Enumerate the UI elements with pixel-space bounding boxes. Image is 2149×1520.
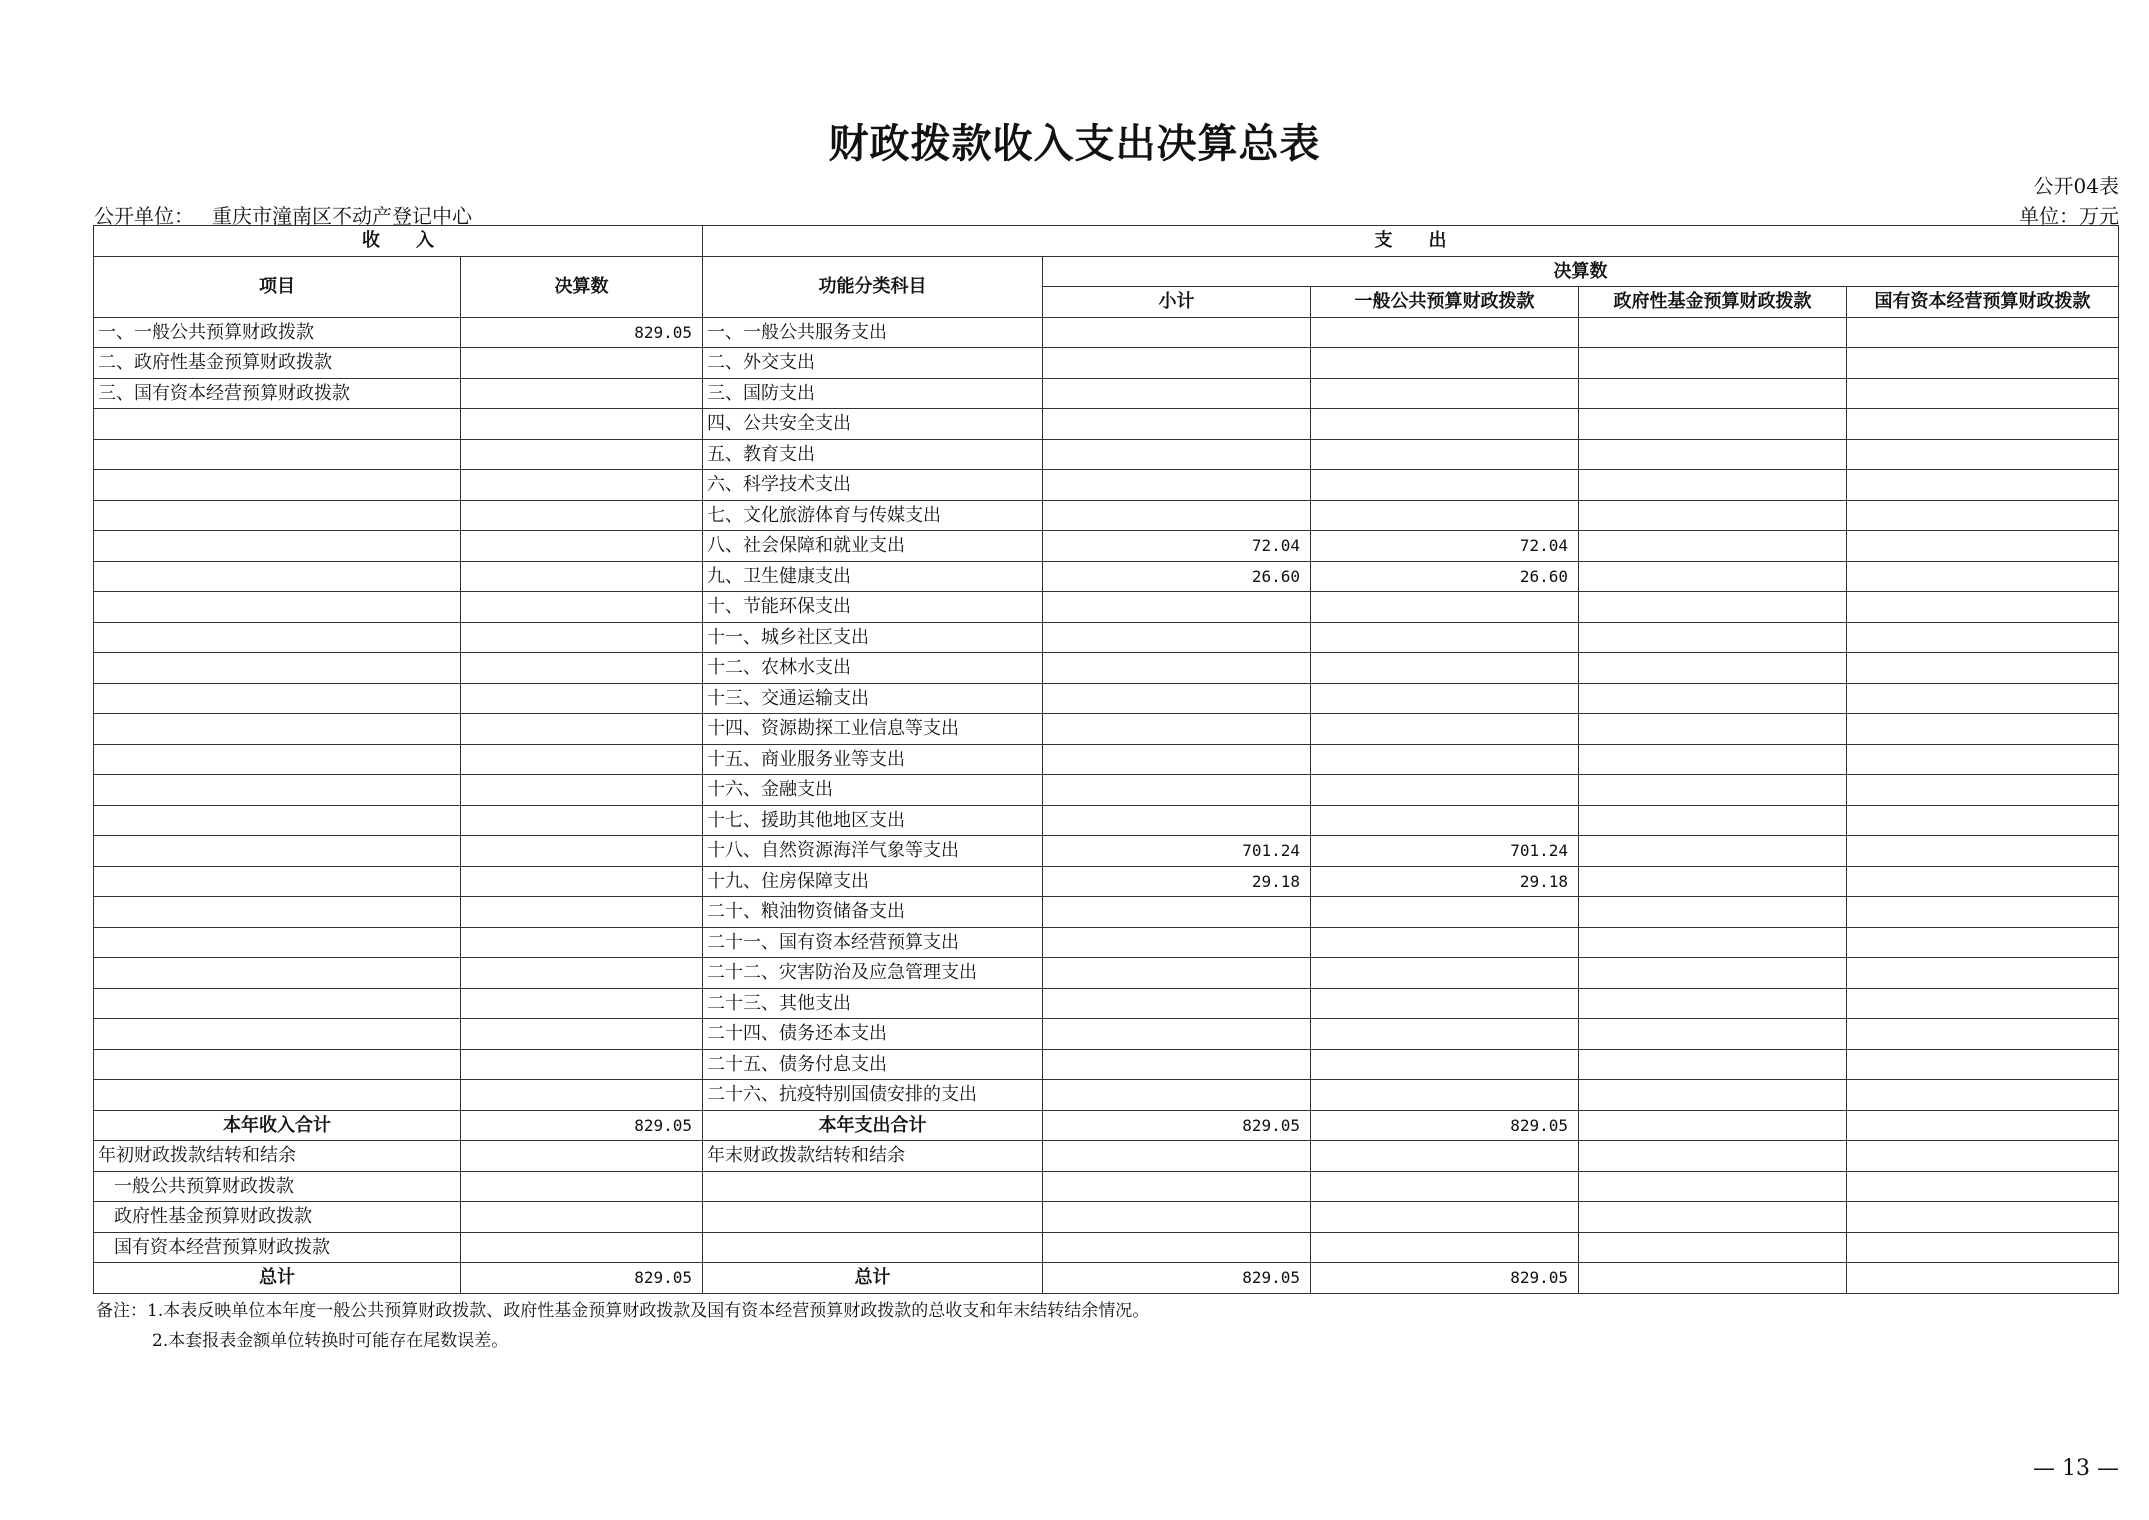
amount-header: 决算数 — [461, 256, 703, 317]
general-budget-amount — [1311, 653, 1579, 684]
state-capital-amount — [1847, 988, 2119, 1019]
subtotal-amount — [1043, 470, 1311, 501]
notes — [96, 1296, 1149, 1356]
function-category: 二十四、债务还本支出 — [703, 1019, 1043, 1050]
state-capital-amount — [1847, 1049, 2119, 1080]
general-budget-amount — [1311, 470, 1579, 501]
gov-fund-amount — [1579, 1232, 1847, 1263]
general-budget-amount: 701.24 — [1311, 836, 1579, 867]
income-amount — [461, 1019, 703, 1050]
general-budget-amount — [1311, 348, 1579, 379]
table-row — [94, 592, 2119, 623]
function-category: 六、科学技术支出 — [703, 470, 1043, 501]
subtotal-amount — [1043, 927, 1311, 958]
subtotal-amount — [1043, 653, 1311, 684]
subtotal-amount: 26.60 — [1043, 561, 1311, 592]
function-category: 年末财政拨款结转和结余 — [703, 1141, 1043, 1172]
subtotal-amount: 72.04 — [1043, 531, 1311, 562]
gov-fund-amount — [1579, 592, 1847, 623]
note-2: 2.本套报表金额单位转换时可能存在尾数误差。 — [152, 1331, 509, 1351]
form-number: 公开04表 — [2033, 174, 2119, 198]
general-budget-amount: 829.05 — [1311, 1110, 1579, 1141]
gov-fund-amount — [1579, 531, 1847, 562]
subtotal-amount — [1043, 622, 1311, 653]
general-budget-amount — [1311, 805, 1579, 836]
function-category: 二、外交支出 — [703, 348, 1043, 379]
general-budget-amount — [1311, 683, 1579, 714]
carry-row — [94, 1232, 2119, 1263]
income-item — [94, 500, 461, 531]
carry-row — [94, 1171, 2119, 1202]
func-header: 功能分类科目 — [703, 256, 1043, 317]
general-budget-amount — [1311, 1019, 1579, 1050]
income-item: 三、国有资本经营预算财政拨款 — [94, 378, 461, 409]
carry-row — [94, 1141, 2119, 1172]
table-row — [94, 1049, 2119, 1080]
carry-row — [94, 1202, 2119, 1233]
state-capital-amount — [1847, 592, 2119, 623]
subtotal-amount — [1043, 500, 1311, 531]
subtotal-amount — [1043, 1232, 1311, 1263]
income-amount — [461, 897, 703, 928]
gov-fund-amount — [1579, 500, 1847, 531]
general-budget-amount — [1311, 714, 1579, 745]
income-amount — [461, 439, 703, 470]
income-amount — [461, 592, 703, 623]
income-item — [94, 592, 461, 623]
state-capital-amount — [1847, 836, 2119, 867]
income-amount — [461, 1171, 703, 1202]
income-item — [94, 958, 461, 989]
gov-fund-amount — [1579, 836, 1847, 867]
function-category: 二十六、抗疫特别国债安排的支出 — [703, 1080, 1043, 1111]
function-category: 二十二、灾害防治及应急管理支出 — [703, 958, 1043, 989]
table-row — [94, 775, 2119, 806]
item-header: 项目 — [94, 256, 461, 317]
income-amount — [461, 622, 703, 653]
income-amount: 829.05 — [461, 1110, 703, 1141]
state-capital-amount — [1847, 683, 2119, 714]
expense-header: 支 出 — [703, 226, 2119, 257]
state-capital-amount — [1847, 378, 2119, 409]
function-category: 二十、粮油物资储备支出 — [703, 897, 1043, 928]
function-category: 九、卫生健康支出 — [703, 561, 1043, 592]
gov-fund-amount — [1579, 653, 1847, 684]
income-item — [94, 744, 461, 775]
gov-fund-amount — [1579, 805, 1847, 836]
income-item: 国有资本经营预算财政拨款 — [94, 1232, 461, 1263]
subtotal-amount — [1043, 988, 1311, 1019]
gov-fund-amount — [1579, 1080, 1847, 1111]
table-row — [94, 897, 2119, 928]
function-category: 十六、金融支出 — [703, 775, 1043, 806]
finance-table — [93, 225, 2119, 1294]
general-budget-amount — [1311, 958, 1579, 989]
table-row — [94, 958, 2119, 989]
table-row — [94, 805, 2119, 836]
gov-fund-amount — [1579, 561, 1847, 592]
income-item — [94, 866, 461, 897]
income-item: 本年收入合计 — [94, 1110, 461, 1141]
table-row — [94, 531, 2119, 562]
gov-fund-amount — [1579, 378, 1847, 409]
general-budget-amount — [1311, 409, 1579, 440]
state-capital-amount — [1847, 409, 2119, 440]
gov-fund-amount — [1579, 1141, 1847, 1172]
table-row — [94, 653, 2119, 684]
subtotal-amount — [1043, 1141, 1311, 1172]
general-budget-amount — [1311, 439, 1579, 470]
note-1: 备注：1.本表反映单位本年度一般公共预算财政拨款、政府性基金预算财政拨款及国有资本经营预算财政拨款的总收支和年末结转结余情况。 — [96, 1301, 1150, 1321]
page-title: 财政拨款收入支出决算总表 — [828, 121, 1321, 167]
income-amount — [461, 927, 703, 958]
general-budget-amount — [1311, 1202, 1579, 1233]
income-amount — [461, 744, 703, 775]
subtotal-amount — [1043, 317, 1311, 348]
function-category: 三、国防支出 — [703, 378, 1043, 409]
function-category: 十一、城乡社区支出 — [703, 622, 1043, 653]
gov-fund-amount — [1579, 1171, 1847, 1202]
subtotal-amount — [1043, 1080, 1311, 1111]
income-amount — [461, 988, 703, 1019]
income-amount — [461, 378, 703, 409]
general-budget-amount — [1311, 1232, 1579, 1263]
function-category — [703, 1232, 1043, 1263]
gov-fund-amount — [1579, 897, 1847, 928]
income-item — [94, 561, 461, 592]
subtotal-amount — [1043, 1019, 1311, 1050]
function-category: 八、社会保障和就业支出 — [703, 531, 1043, 562]
income-item — [94, 1080, 461, 1111]
subtotal-amount — [1043, 1049, 1311, 1080]
function-category: 十二、农林水支出 — [703, 653, 1043, 684]
state-header: 国有资本经营预算财政拨款 — [1847, 287, 2119, 318]
income-item — [94, 683, 461, 714]
state-capital-amount — [1847, 317, 2119, 348]
subtotal-amount: 701.24 — [1043, 836, 1311, 867]
table-row — [94, 348, 2119, 379]
year-total-row — [94, 1110, 2119, 1141]
income-amount — [461, 348, 703, 379]
general-budget-amount — [1311, 897, 1579, 928]
subtotal-amount: 29.18 — [1043, 866, 1311, 897]
general-budget-amount — [1311, 622, 1579, 653]
subtotal-amount — [1043, 1202, 1311, 1233]
state-capital-amount — [1847, 1171, 2119, 1202]
income-header: 收 入 — [94, 226, 703, 257]
subtotal-amount — [1043, 409, 1311, 440]
subtotal-amount: 829.05 — [1043, 1110, 1311, 1141]
gov-fund-amount — [1579, 927, 1847, 958]
income-amount — [461, 500, 703, 531]
general-budget-amount — [1311, 1080, 1579, 1111]
income-item — [94, 470, 461, 501]
gov-fund-amount — [1579, 744, 1847, 775]
table-row — [94, 1080, 2119, 1111]
income-item — [94, 1049, 461, 1080]
gen-header: 一般公共预算财政拨款 — [1311, 287, 1579, 318]
income-amount — [461, 1049, 703, 1080]
table-row — [94, 836, 2119, 867]
state-capital-amount — [1847, 622, 2119, 653]
gov-fund-amount — [1579, 1263, 1847, 1294]
income-amount — [461, 1080, 703, 1111]
state-capital-amount — [1847, 866, 2119, 897]
table-row — [94, 683, 2119, 714]
state-capital-amount — [1847, 1232, 2119, 1263]
general-budget-amount: 72.04 — [1311, 531, 1579, 562]
subtotal-amount — [1043, 378, 1311, 409]
subtotal-amount: 829.05 — [1043, 1263, 1311, 1294]
state-capital-amount — [1847, 927, 2119, 958]
income-item: 总计 — [94, 1263, 461, 1294]
income-amount — [461, 1232, 703, 1263]
income-item: 一般公共预算财政拨款 — [94, 1171, 461, 1202]
subtotal-amount — [1043, 805, 1311, 836]
function-category: 十五、商业服务业等支出 — [703, 744, 1043, 775]
state-capital-amount — [1847, 775, 2119, 806]
income-amount — [461, 866, 703, 897]
general-budget-amount — [1311, 988, 1579, 1019]
general-budget-amount — [1311, 317, 1579, 348]
function-category: 七、文化旅游体育与传媒支出 — [703, 500, 1043, 531]
income-amount — [461, 805, 703, 836]
gov-fund-amount — [1579, 1049, 1847, 1080]
income-amount: 829.05 — [461, 1263, 703, 1294]
general-budget-amount — [1311, 1141, 1579, 1172]
subtotal-header: 小计 — [1043, 287, 1311, 318]
table-row — [94, 1019, 2119, 1050]
table-row — [94, 561, 2119, 592]
grand-total-row — [94, 1263, 2119, 1294]
subtotal-amount — [1043, 897, 1311, 928]
state-capital-amount — [1847, 653, 2119, 684]
function-category: 一、一般公共服务支出 — [703, 317, 1043, 348]
subtotal-amount — [1043, 775, 1311, 806]
general-budget-amount — [1311, 500, 1579, 531]
table-row — [94, 744, 2119, 775]
general-budget-amount — [1311, 1049, 1579, 1080]
subtotal-amount — [1043, 1171, 1311, 1202]
income-item — [94, 1019, 461, 1050]
page-number: — 13 — — [2033, 1456, 2119, 1481]
income-item — [94, 409, 461, 440]
income-item: 年初财政拨款结转和结余 — [94, 1141, 461, 1172]
subtotal-amount — [1043, 714, 1311, 745]
income-item — [94, 622, 461, 653]
table-row — [94, 714, 2119, 745]
function-category — [703, 1202, 1043, 1233]
general-budget-amount — [1311, 592, 1579, 623]
income-amount — [461, 1202, 703, 1233]
subtotal-amount — [1043, 958, 1311, 989]
state-capital-amount — [1847, 1110, 2119, 1141]
general-budget-amount: 26.60 — [1311, 561, 1579, 592]
income-item: 一、一般公共预算财政拨款 — [94, 317, 461, 348]
table-row — [94, 439, 2119, 470]
state-capital-amount — [1847, 897, 2119, 928]
function-category: 十七、援助其他地区支出 — [703, 805, 1043, 836]
function-category: 十八、自然资源海洋气象等支出 — [703, 836, 1043, 867]
function-category: 四、公共安全支出 — [703, 409, 1043, 440]
subtotal-amount — [1043, 744, 1311, 775]
gov-header: 政府性基金预算财政拨款 — [1579, 287, 1847, 318]
gov-fund-amount — [1579, 988, 1847, 1019]
gov-fund-amount — [1579, 409, 1847, 440]
income-item — [94, 714, 461, 745]
gov-fund-amount — [1579, 866, 1847, 897]
income-item: 政府性基金预算财政拨款 — [94, 1202, 461, 1233]
table-row — [94, 927, 2119, 958]
general-budget-amount — [1311, 1171, 1579, 1202]
function-category: 十、节能环保支出 — [703, 592, 1043, 623]
function-category: 十九、住房保障支出 — [703, 866, 1043, 897]
subtotal-amount — [1043, 683, 1311, 714]
income-item — [94, 531, 461, 562]
function-category: 二十五、债务付息支出 — [703, 1049, 1043, 1080]
income-amount — [461, 1141, 703, 1172]
function-category — [703, 1171, 1043, 1202]
gov-fund-amount — [1579, 683, 1847, 714]
state-capital-amount — [1847, 439, 2119, 470]
table-row — [94, 622, 2119, 653]
income-item: 二、政府性基金预算财政拨款 — [94, 348, 461, 379]
header-row-1 — [94, 226, 2119, 257]
income-item — [94, 775, 461, 806]
income-item — [94, 439, 461, 470]
gov-fund-amount — [1579, 470, 1847, 501]
table-row — [94, 317, 2119, 348]
state-capital-amount — [1847, 714, 2119, 745]
amount-group-header: 决算数 — [1043, 256, 2119, 287]
table-row — [94, 866, 2119, 897]
state-capital-amount — [1847, 1202, 2119, 1233]
header-row-2 — [94, 256, 2119, 287]
function-category: 十四、资源勘探工业信息等支出 — [703, 714, 1043, 745]
subtotal-amount — [1043, 439, 1311, 470]
unit-label: 公开单位： — [94, 204, 194, 228]
currency-unit: 单位：万元 — [2019, 204, 2119, 228]
general-budget-amount — [1311, 927, 1579, 958]
income-amount — [461, 958, 703, 989]
state-capital-amount — [1847, 561, 2119, 592]
table-row — [94, 988, 2119, 1019]
income-item — [94, 897, 461, 928]
income-amount — [461, 714, 703, 745]
general-budget-amount — [1311, 775, 1579, 806]
income-item — [94, 805, 461, 836]
gov-fund-amount — [1579, 1110, 1847, 1141]
function-category: 二十三、其他支出 — [703, 988, 1043, 1019]
income-item — [94, 927, 461, 958]
gov-fund-amount — [1579, 958, 1847, 989]
gov-fund-amount — [1579, 439, 1847, 470]
table-row — [94, 378, 2119, 409]
general-budget-amount: 829.05 — [1311, 1263, 1579, 1294]
state-capital-amount — [1847, 744, 2119, 775]
function-category: 五、教育支出 — [703, 439, 1043, 470]
function-category: 十三、交通运输支出 — [703, 683, 1043, 714]
income-amount: 829.05 — [461, 317, 703, 348]
state-capital-amount — [1847, 470, 2119, 501]
income-item — [94, 836, 461, 867]
general-budget-amount — [1311, 744, 1579, 775]
general-budget-amount: 29.18 — [1311, 866, 1579, 897]
table-row — [94, 470, 2119, 501]
income-amount — [461, 836, 703, 867]
table-row — [94, 409, 2119, 440]
gov-fund-amount — [1579, 1019, 1847, 1050]
gov-fund-amount — [1579, 348, 1847, 379]
function-category: 总计 — [703, 1263, 1043, 1294]
income-item — [94, 653, 461, 684]
income-amount — [461, 653, 703, 684]
income-amount — [461, 409, 703, 440]
income-item — [94, 988, 461, 1019]
subtotal-amount — [1043, 592, 1311, 623]
state-capital-amount — [1847, 805, 2119, 836]
gov-fund-amount — [1579, 775, 1847, 806]
income-amount — [461, 470, 703, 501]
income-amount — [461, 531, 703, 562]
gov-fund-amount — [1579, 622, 1847, 653]
state-capital-amount — [1847, 531, 2119, 562]
income-amount — [461, 683, 703, 714]
gov-fund-amount — [1579, 714, 1847, 745]
income-amount — [461, 775, 703, 806]
gov-fund-amount — [1579, 317, 1847, 348]
function-category: 二十一、国有资本经营预算支出 — [703, 927, 1043, 958]
state-capital-amount — [1847, 348, 2119, 379]
state-capital-amount — [1847, 1141, 2119, 1172]
gov-fund-amount — [1579, 1202, 1847, 1233]
unit-name: 重庆市潼南区不动产登记中心 — [212, 204, 472, 228]
general-budget-amount — [1311, 378, 1579, 409]
income-amount — [461, 561, 703, 592]
table-row — [94, 500, 2119, 531]
state-capital-amount — [1847, 958, 2119, 989]
state-capital-amount — [1847, 1080, 2119, 1111]
state-capital-amount — [1847, 1019, 2119, 1050]
subtotal-amount — [1043, 348, 1311, 379]
state-capital-amount — [1847, 1263, 2119, 1294]
function-category: 本年支出合计 — [703, 1110, 1043, 1141]
state-capital-amount — [1847, 500, 2119, 531]
